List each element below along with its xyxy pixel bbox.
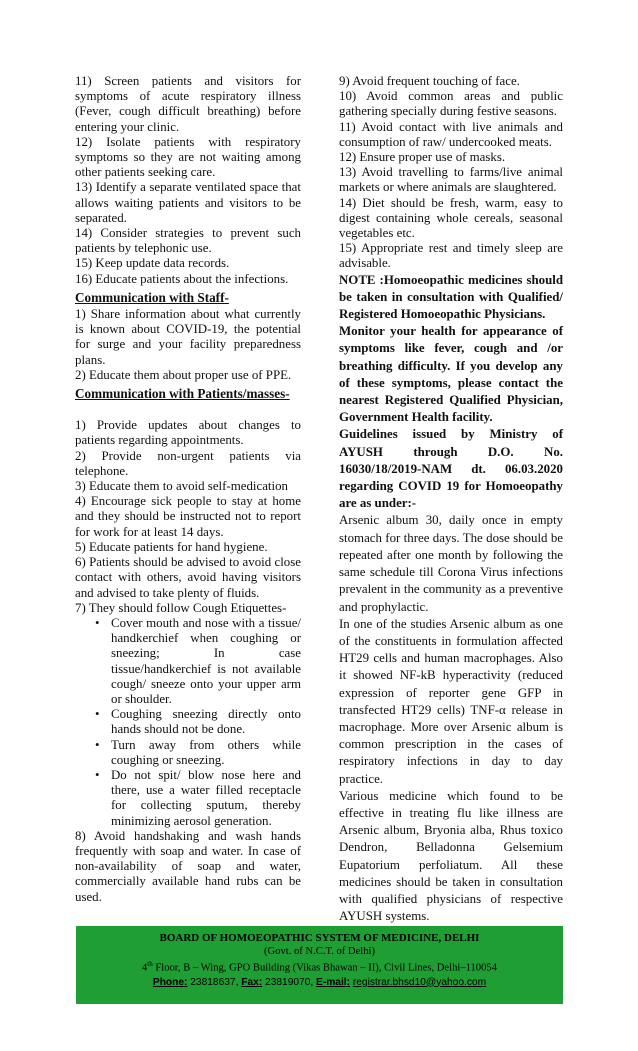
spacer — [75, 403, 301, 418]
list-item: 11) Screen patients and visitors for symptoms of acute respiratory illness (Fever, cough difficult breathing) before entering your clinic. — [75, 74, 301, 134]
phone-number: 23818637, — [187, 976, 242, 988]
list-item: 10) Avoid common areas and public gathering specially during festive seasons. — [339, 89, 563, 119]
monitor-text: Monitor your health for appearance of symptoms like fever, cough and /or breathing difficulty. If you develop any of these symptoms, please contact the nearest Registered Qualified Physician, Government Health facility. — [339, 324, 563, 425]
list-item: 3) Educate them to avoid self-medication — [75, 479, 288, 494]
list-item: 2) Provide non-urgent patients via telephone. — [75, 448, 301, 478]
list-item: 7) They should follow Cough Etiquettes- — [75, 600, 287, 615]
bullet-item: • Cover mouth and nose with a tissue/ handkerchief when coughing or sneezing; In case tissue/handkerchief is not available cough/ sneeze onto your upper arm or shoulder. — [111, 616, 301, 707]
cough-etiquette-list — [75, 616, 301, 829]
list-item: 13) Avoid travelling to farms/live animal markets or where animals are slaughtered. — [339, 165, 563, 195]
footer-banner — [76, 926, 563, 1004]
list-item: 12) Ensure proper use of masks. — [339, 150, 506, 165]
footer-contact — [76, 977, 563, 988]
footer-title: BOARD OF HOMOEOPATHIC SYSTEM OF MEDICINE, DELHI — [159, 932, 480, 944]
staff-heading: Communication with Staff- — [75, 289, 229, 305]
bullet-item: • Do not spit/ blow nose here and there, use a water filled receptacle for collecting sputum, thereby minimizing aerosol generation. — [111, 768, 301, 829]
list-item: 1) Share information about what currently is known about COVID-19, the potential for surge and your facility preparedness plans. — [75, 307, 301, 367]
patients-heading: Communication with Patients/masses- — [75, 386, 290, 402]
email-link[interactable]: registrar.bhsd10@yahoo.com — [352, 976, 487, 988]
bullet-item: • Coughing sneezing directly onto hands should not be done. — [111, 707, 301, 737]
address-text: Floor, B – Wing, GPO Building (Vikas Bhawan – II), Civil Lines, Delhi–110054 — [152, 962, 497, 974]
list-item: 9) Avoid frequent touching of face. — [339, 74, 520, 88]
phone-label: Phone: — [152, 976, 188, 988]
list-item: 15) Appropriate rest and timely sleep are advisable. — [339, 241, 563, 271]
arsenic-paragraph: Arsenic album 30, daily once in empty stomach for three days. The dose should be repeated after one month by following the same schedule till Corona Virus infections prevalent in the community as a preventive and prophylactic. — [339, 513, 563, 614]
list-item: 1) Provide updates about changes to patients regarding appointments. — [75, 418, 301, 448]
address-superscript: th — [147, 960, 153, 968]
fax-label: Fax: — [241, 976, 263, 988]
list-item: 13) Identify a separate ventilated space that allows waiting patients and visitors to be separated. — [75, 180, 301, 225]
email-label: E-mail: — [316, 976, 351, 988]
list-item: 4) Encourage sick people to stay at home and they should be instructed not to report for work for at least 14 days. — [75, 494, 301, 539]
address-number: 4 — [141, 962, 148, 974]
list-item: 6) Patients should be advised to avoid close contact with others, avoid having visitors and advised to take plenty of fluids. — [75, 555, 301, 600]
note-text: NOTE :Homoeopathic medicines should be taken in consultation with Qualified/ Registered Homoeopathic Physicians. — [339, 272, 563, 322]
list-item: 12) Isolate patients with respiratory symptoms so they are not waiting among other patients seeking care. — [75, 134, 301, 180]
various-paragraph: Various medicine which found to be effective in treating flu like illness are Arsenic album, Bryonia alba, Rhus toxico Dendron, Belladonna Gelsemium Eupatorium perfoliatum. All these medicines should be taken in consultation with qualified physicians of respective AYUSH systems. — [339, 788, 563, 924]
fax-number: 23819070, — [262, 976, 317, 988]
guidelines-text: Guidelines issued by Ministry of AYUSH through D.O. No. 16030/18/2019-NAM dt. 06.03.2020 regarding COVID 19 for Homoeopathy are as under:- — [339, 427, 563, 511]
list-item: 5) Educate patients for hand hygiene. — [75, 539, 268, 554]
list-item: 14) Consider strategies to prevent such patients by telephonic use. — [75, 226, 301, 256]
list-item: 16) Educate patients about the infections. — [75, 271, 289, 286]
study-paragraph: In one of the studies Arsenic album as one of the constituents in formulation affected HT29 cells and human macrophages. Also it showed NF-kB hyperactivity (reduced expression of reporter gene GFP in transfected HT29 cells) TNF-α release in macrophage. More over Arsenic album is common prescription in the cases of respiratory infections in day to day practice. — [339, 616, 563, 786]
left-column — [75, 74, 301, 905]
list-item: 11) Avoid contact with live animals and consumption of raw/ undercooked meats. — [339, 119, 563, 149]
footer-address — [76, 960, 563, 974]
list-item: 14) Diet should be fresh, warm, easy to digest containing whole cereals, seasonal vegetables etc. — [339, 195, 563, 241]
list-item: 2) Educate them about proper use of PPE. — [75, 367, 292, 382]
right-column — [339, 74, 563, 925]
list-item: 8) Avoid handshaking and wash hands frequently with soap and water. In case of non-availability of soap and water, commercially available hand rubs can be used. — [75, 828, 301, 904]
bullet-item: • Turn away from others while coughing or sneezing. — [111, 738, 301, 768]
footer-subtitle: (Govt. of N.C.T. of Delhi) — [263, 946, 376, 957]
list-item: 15) Keep update data records. — [75, 256, 230, 271]
